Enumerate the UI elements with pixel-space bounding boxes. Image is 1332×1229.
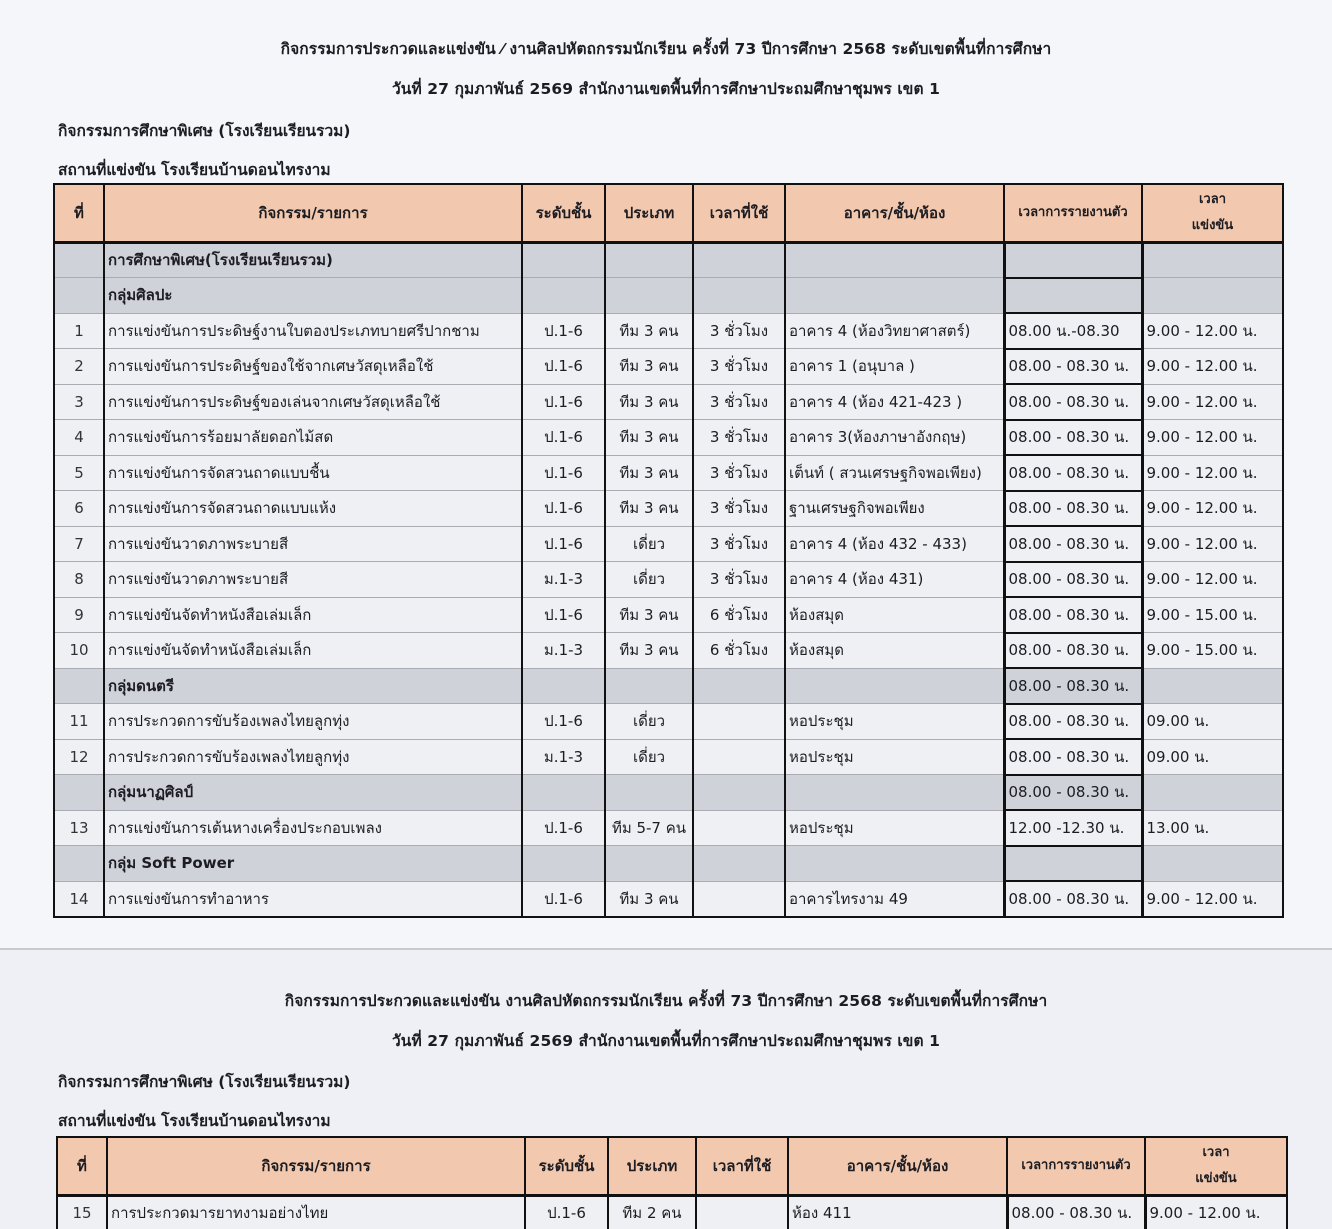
activity-name-cell: การแข่งขันการทำอาหาร xyxy=(104,881,522,917)
group-header-row xyxy=(54,242,1283,278)
row-number-cell xyxy=(54,242,104,278)
table-row xyxy=(54,739,1283,775)
duration-cell xyxy=(693,881,785,917)
duration-cell: 3 ชั่วโมง xyxy=(693,313,785,349)
report-time-cell: 08.00 - 08.30 น. xyxy=(1004,562,1142,598)
group-header-row xyxy=(54,278,1283,314)
location-cell xyxy=(785,242,1004,278)
duration-cell: 6 ชั่วโมง xyxy=(693,633,785,669)
competition-type-cell: เดี่ยว xyxy=(605,739,693,775)
competition-time-cell: 9.00 - 12.00 น. xyxy=(1142,313,1283,349)
table-row xyxy=(54,526,1283,562)
column-header-duration: เวลาที่ใช้ xyxy=(693,184,785,242)
competition-type-cell: ทีม 3 คน xyxy=(605,349,693,385)
competition-time-cell: 9.00 - 12.00 น. xyxy=(1145,1195,1287,1229)
document-page-2 xyxy=(0,948,1332,1229)
grade-level-cell xyxy=(522,775,605,811)
document-title: กิจกรรมการประกวดและแข่งขัน งานศิลปหัตถกรรมนักเรียน ครั้งที่ 73 ปีการศึกษา 2568 ระดับเขตพื้นที่การศึกษา xyxy=(284,992,1048,1010)
row-number-cell: 15 xyxy=(57,1195,107,1229)
activity-name-cell: การแข่งขันการจัดสวนถาดแบบแห้ง xyxy=(104,491,522,527)
activity-category-label: กิจกรรมการศึกษาพิเศษ (โรงเรียนเรียนรวม) xyxy=(58,122,351,140)
location-cell: อาคาร 4 (ห้อง 432 - 433) xyxy=(785,526,1004,562)
report-time-cell: 08.00 - 08.30 น. xyxy=(1004,597,1142,633)
column-header-compete-time-line2: แข่งขัน xyxy=(1191,217,1234,233)
location-cell: หอประชุม xyxy=(785,810,1004,846)
schedule-table-body xyxy=(57,1195,1287,1229)
activity-name-cell: กลุ่มนาฏศิลป์ xyxy=(104,775,522,811)
row-number-cell xyxy=(54,775,104,811)
table-row xyxy=(54,349,1283,385)
activity-name-cell: การประกวดมารยาทงามอย่างไทย xyxy=(107,1195,525,1229)
row-number-cell: 10 xyxy=(54,633,104,669)
activity-name-cell: การแข่งขันการประดิษฐ์งานใบตองประเภทบายศรีปากชาม xyxy=(104,313,522,349)
row-number-cell: 5 xyxy=(54,455,104,491)
report-time-cell xyxy=(1004,278,1142,314)
competition-type-cell: ทีม 3 คน xyxy=(605,420,693,456)
location-cell: ห้องสมุด xyxy=(785,633,1004,669)
grade-level-cell: ป.1-6 xyxy=(522,597,605,633)
report-time-cell: 08.00 - 08.30 น. xyxy=(1004,704,1142,740)
report-time-cell: 08.00 - 08.30 น. xyxy=(1004,775,1142,811)
report-time-cell: 08.00 - 08.30 น. xyxy=(1004,420,1142,456)
location-cell: ห้องสมุด xyxy=(785,597,1004,633)
column-header-level: ระดับชั้น xyxy=(525,1137,608,1195)
venue-label: สถานที่แข่งขัน โรงเรียนบ้านดอนไทรงาม xyxy=(58,1112,331,1130)
row-number-cell: 13 xyxy=(54,810,104,846)
activity-name-cell: การแข่งขันจัดทำหนังสือเล่มเล็ก xyxy=(104,597,522,633)
competition-time-cell xyxy=(1142,668,1283,704)
competition-time-cell: 9.00 - 12.00 น. xyxy=(1142,349,1283,385)
report-time-cell: 08.00 - 08.30 น. xyxy=(1004,491,1142,527)
column-header-compete-time-line2: แข่งขัน xyxy=(1195,1170,1237,1186)
competition-time-cell: 9.00 - 15.00 น. xyxy=(1142,633,1283,669)
table-row xyxy=(54,420,1283,456)
location-cell: อาคาร 4 (ห้อง 431) xyxy=(785,562,1004,598)
grade-level-cell: ป.1-6 xyxy=(522,349,605,385)
table-row xyxy=(54,881,1283,917)
table-row xyxy=(54,562,1283,598)
duration-cell: 3 ชั่วโมง xyxy=(693,562,785,598)
competition-time-cell: 9.00 - 12.00 น. xyxy=(1142,881,1283,917)
activity-name-cell: กลุ่มดนตรี xyxy=(104,668,522,704)
column-header-compete-time xyxy=(1145,1137,1287,1195)
duration-cell xyxy=(693,846,785,882)
grade-level-cell: ป.1-6 xyxy=(525,1195,608,1229)
column-header-no: ที่ xyxy=(57,1137,107,1195)
column-header-compete-time-line1: เวลา xyxy=(1202,1144,1230,1160)
column-header-report-time: เวลาการรายงานตัว xyxy=(1007,1137,1145,1195)
activity-name-cell: การแข่งขันการประดิษฐ์ของใช้จากเศษวัสดุเหลือใช้ xyxy=(104,349,522,385)
report-time-cell: 08.00 - 08.30 น. xyxy=(1007,1195,1145,1229)
column-header-compete-time xyxy=(1142,184,1283,242)
competition-time-cell: 9.00 - 12.00 น. xyxy=(1142,455,1283,491)
row-number-cell: 12 xyxy=(54,739,104,775)
duration-cell: 3 ชั่วโมง xyxy=(693,384,785,420)
location-cell: ฐานเศรษฐกิจพอเพียง xyxy=(785,491,1004,527)
table-row xyxy=(54,704,1283,740)
document-title: กิจกรรมการประกวดและแข่งขัน ⁄ งานศิลปหัตถกรรมนักเรียน ครั้งที่ 73 ปีการศึกษา 2568 ระดับเขตพื้นที่การศึกษา xyxy=(280,40,1052,58)
report-time-cell: 08.00 - 08.30 น. xyxy=(1004,455,1142,491)
competition-type-cell: เดี่ยว xyxy=(605,704,693,740)
table-row xyxy=(57,1195,1287,1229)
competition-type-cell: เดี่ยว xyxy=(605,562,693,598)
grade-level-cell: ป.1-6 xyxy=(522,313,605,349)
competition-type-cell: ทีม 3 คน xyxy=(605,384,693,420)
row-number-cell xyxy=(54,846,104,882)
row-number-cell: 7 xyxy=(54,526,104,562)
activity-category-label: กิจกรรมการศึกษาพิเศษ (โรงเรียนเรียนรวม) xyxy=(58,1073,351,1091)
report-time-cell xyxy=(1004,846,1142,882)
report-time-cell: 08.00 - 08.30 น. xyxy=(1004,881,1142,917)
competition-time-cell: 9.00 - 12.00 น. xyxy=(1142,384,1283,420)
duration-cell: 6 ชั่วโมง xyxy=(693,597,785,633)
location-cell xyxy=(785,775,1004,811)
grade-level-cell: ป.1-6 xyxy=(522,455,605,491)
competition-time-cell: 9.00 - 12.00 น. xyxy=(1142,562,1283,598)
duration-cell: 3 ชั่วโมง xyxy=(693,455,785,491)
activity-name-cell: การแข่งขันการเต้นหางเครื่องประกอบเพลง xyxy=(104,810,522,846)
document-date-line: วันที่ 27 กุมภาพันธ์ 2569 สำนักงานเขตพื้นที่การศึกษาประถมศึกษาชุมพร เขต 1 xyxy=(391,1032,941,1050)
schedule-table-body xyxy=(54,242,1283,917)
table-row xyxy=(54,384,1283,420)
competition-type-cell: ทีม 2 คน xyxy=(608,1195,696,1229)
grade-level-cell xyxy=(522,278,605,314)
activity-name-cell: การแข่งขันจัดทำหนังสือเล่มเล็ก xyxy=(104,633,522,669)
row-number-cell: 2 xyxy=(54,349,104,385)
location-cell xyxy=(785,846,1004,882)
schedule-table xyxy=(53,183,1284,918)
competition-type-cell: ทีม 3 คน xyxy=(605,491,693,527)
location-cell: อาคาร 4 (ห้อง 421-423 ) xyxy=(785,384,1004,420)
competition-time-cell: 09.00 น. xyxy=(1142,739,1283,775)
location-cell xyxy=(785,278,1004,314)
row-number-cell: 14 xyxy=(54,881,104,917)
location-cell: อาคาร 3(ห้องภาษาอังกฤษ) xyxy=(785,420,1004,456)
group-header-row xyxy=(54,668,1283,704)
competition-type-cell xyxy=(605,668,693,704)
report-time-cell: 12.00 -12.30 น. xyxy=(1004,810,1142,846)
table-row xyxy=(54,491,1283,527)
duration-cell xyxy=(693,242,785,278)
grade-level-cell: ป.1-6 xyxy=(522,384,605,420)
duration-cell: 3 ชั่วโมง xyxy=(693,349,785,385)
column-header-activity: กิจกรรม/รายการ xyxy=(104,184,522,242)
column-header-level: ระดับชั้น xyxy=(522,184,605,242)
competition-time-cell xyxy=(1142,775,1283,811)
report-time-cell: 08.00 - 08.30 น. xyxy=(1004,526,1142,562)
table-header-row xyxy=(57,1137,1287,1195)
grade-level-cell xyxy=(522,242,605,278)
competition-time-cell: 13.00 น. xyxy=(1142,810,1283,846)
grade-level-cell: ป.1-6 xyxy=(522,526,605,562)
location-cell: ห้อง 411 xyxy=(788,1195,1007,1229)
row-number-cell: 11 xyxy=(54,704,104,740)
duration-cell: 3 ชั่วโมง xyxy=(693,491,785,527)
competition-type-cell: เดี่ยว xyxy=(605,526,693,562)
competition-time-cell: 9.00 - 12.00 น. xyxy=(1142,491,1283,527)
competition-time-cell xyxy=(1142,242,1283,278)
column-header-type: ประเภท xyxy=(608,1137,696,1195)
table-row xyxy=(54,313,1283,349)
table-row xyxy=(54,633,1283,669)
column-header-activity: กิจกรรม/รายการ xyxy=(107,1137,525,1195)
grade-level-cell: ม.1-3 xyxy=(522,739,605,775)
activity-name-cell: การแข่งขันวาดภาพระบายสี xyxy=(104,526,522,562)
row-number-cell: 1 xyxy=(54,313,104,349)
report-time-cell: 08.00 - 08.30 น. xyxy=(1004,739,1142,775)
duration-cell xyxy=(696,1195,788,1229)
location-cell: หอประชุม xyxy=(785,704,1004,740)
activity-name-cell: การศึกษาพิเศษ(โรงเรียนเรียนรวม) xyxy=(104,242,522,278)
competition-time-cell xyxy=(1142,278,1283,314)
report-time-cell: 08.00 - 08.30 น. xyxy=(1004,668,1142,704)
report-time-cell xyxy=(1004,242,1142,278)
activity-name-cell: กลุ่มศิลปะ xyxy=(104,278,522,314)
grade-level-cell xyxy=(522,846,605,882)
row-number-cell: 3 xyxy=(54,384,104,420)
competition-type-cell: ทีม 3 คน xyxy=(605,597,693,633)
group-header-row xyxy=(54,775,1283,811)
duration-cell xyxy=(693,668,785,704)
row-number-cell: 4 xyxy=(54,420,104,456)
column-header-compete-time-line1: เวลา xyxy=(1198,191,1226,207)
grade-level-cell: ม.1-3 xyxy=(522,562,605,598)
grade-level-cell xyxy=(522,668,605,704)
competition-time-cell: 9.00 - 12.00 น. xyxy=(1142,420,1283,456)
row-number-cell xyxy=(54,278,104,314)
grade-level-cell: ป.1-6 xyxy=(522,420,605,456)
table-header-row xyxy=(54,184,1283,242)
report-time-cell: 08.00 - 08.30 น. xyxy=(1004,349,1142,385)
report-time-cell: 08.00 - 08.30 น. xyxy=(1004,384,1142,420)
competition-type-cell: ทีม 3 คน xyxy=(605,881,693,917)
activity-name-cell: กลุ่ม Soft Power xyxy=(104,846,522,882)
competition-type-cell: ทีม 3 คน xyxy=(605,455,693,491)
row-number-cell: 9 xyxy=(54,597,104,633)
duration-cell xyxy=(693,739,785,775)
location-cell: หอประชุม xyxy=(785,739,1004,775)
table-row xyxy=(54,597,1283,633)
table-row xyxy=(54,455,1283,491)
grade-level-cell: ป.1-6 xyxy=(522,810,605,846)
location-cell: อาคารไทรงาม 49 xyxy=(785,881,1004,917)
schedule-table xyxy=(56,1136,1288,1229)
report-time-cell: 08.00 น.-08.30 xyxy=(1004,313,1142,349)
column-header-duration: เวลาที่ใช้ xyxy=(696,1137,788,1195)
activity-name-cell: การประกวดการขับร้องเพลงไทยลูกทุ่ง xyxy=(104,704,522,740)
duration-cell xyxy=(693,810,785,846)
competition-time-cell: 9.00 - 15.00 น. xyxy=(1142,597,1283,633)
duration-cell xyxy=(693,704,785,740)
column-header-location: อาคาร/ชั้น/ห้อง xyxy=(785,184,1004,242)
location-cell: เต็นท์ ( สวนเศรษฐกิจพอเพียง) xyxy=(785,455,1004,491)
row-number-cell: 8 xyxy=(54,562,104,598)
venue-label: สถานที่แข่งขัน โรงเรียนบ้านดอนไทรงาม xyxy=(58,161,331,179)
location-cell: อาคาร 4 (ห้องวิทยาศาสตร์) xyxy=(785,313,1004,349)
grade-level-cell: ป.1-6 xyxy=(522,491,605,527)
grade-level-cell: ม.1-3 xyxy=(522,633,605,669)
competition-type-cell: ทีม 3 คน xyxy=(605,633,693,669)
duration-cell: 3 ชั่วโมง xyxy=(693,526,785,562)
location-cell xyxy=(785,668,1004,704)
group-header-row xyxy=(54,846,1283,882)
column-header-location: อาคาร/ชั้น/ห้อง xyxy=(788,1137,1007,1195)
duration-cell xyxy=(693,278,785,314)
competition-type-cell xyxy=(605,242,693,278)
competition-type-cell xyxy=(605,846,693,882)
grade-level-cell: ป.1-6 xyxy=(522,881,605,917)
table-row xyxy=(54,810,1283,846)
grade-level-cell: ป.1-6 xyxy=(522,704,605,740)
duration-cell: 3 ชั่วโมง xyxy=(693,420,785,456)
competition-time-cell xyxy=(1142,846,1283,882)
activity-name-cell: การแข่งขันวาดภาพระบายสี xyxy=(104,562,522,598)
competition-type-cell xyxy=(605,775,693,811)
row-number-cell: 6 xyxy=(54,491,104,527)
duration-cell xyxy=(693,775,785,811)
location-cell: อาคาร 1 (อนุบาล ) xyxy=(785,349,1004,385)
competition-time-cell: 9.00 - 12.00 น. xyxy=(1142,526,1283,562)
activity-name-cell: การแข่งขันการประดิษฐ์ของเล่นจากเศษวัสดุเหลือใช้ xyxy=(104,384,522,420)
competition-type-cell: ทีม 3 คน xyxy=(605,313,693,349)
competition-type-cell xyxy=(605,278,693,314)
activity-name-cell: การแข่งขันการจัดสวนถาดแบบชื้น xyxy=(104,455,522,491)
competition-type-cell: ทีม 5-7 คน xyxy=(605,810,693,846)
activity-name-cell: การแข่งขันการร้อยมาลัยดอกไม้สด xyxy=(104,420,522,456)
document-date-line: วันที่ 27 กุมภาพันธ์ 2569 สำนักงานเขตพื้นที่การศึกษาประถมศึกษาชุมพร เขต 1 xyxy=(391,80,941,98)
row-number-cell xyxy=(54,668,104,704)
activity-name-cell: การประกวดการขับร้องเพลงไทยลูกทุ่ง xyxy=(104,739,522,775)
column-header-no: ที่ xyxy=(54,184,104,242)
column-header-type: ประเภท xyxy=(605,184,693,242)
column-header-report-time: เวลาการรายงานตัว xyxy=(1004,184,1142,242)
report-time-cell: 08.00 - 08.30 น. xyxy=(1004,633,1142,669)
competition-time-cell: 09.00 น. xyxy=(1142,704,1283,740)
